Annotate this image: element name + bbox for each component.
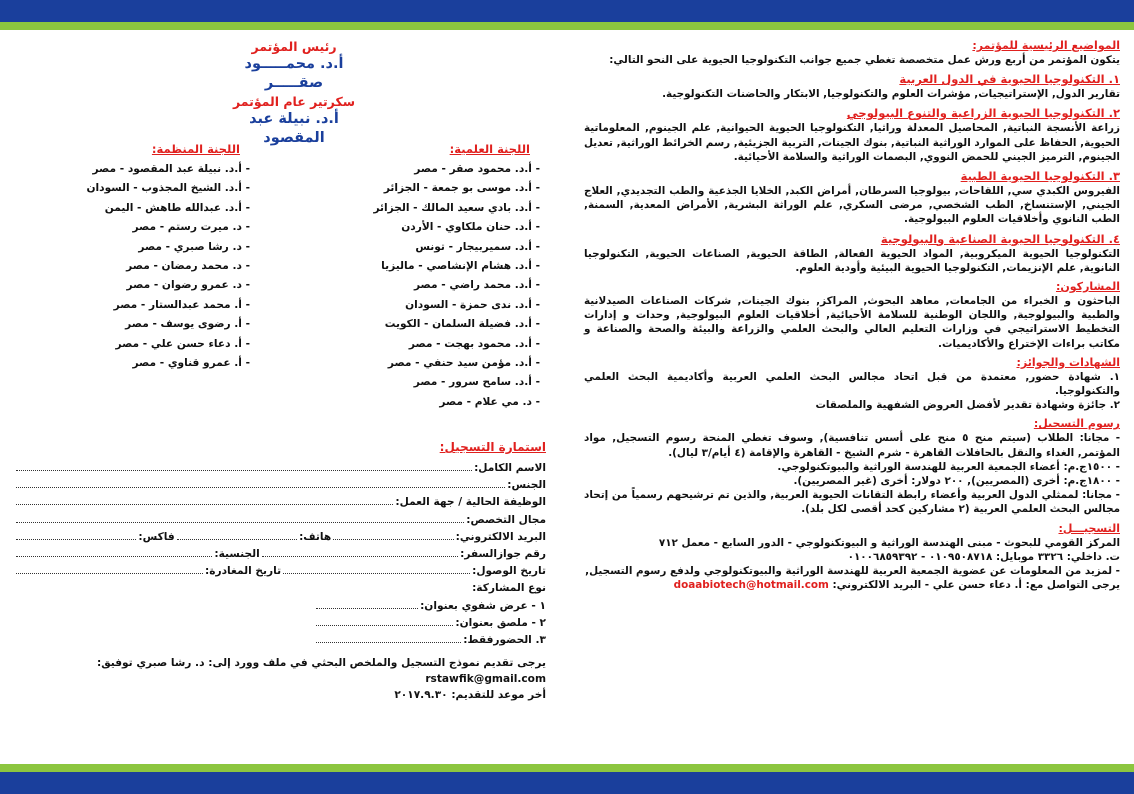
organizing-committee-title: اللجنة المنظمة: bbox=[151, 142, 240, 156]
participants-body: الباحثون و الخبراء من الجامعات, معاهد البحوث, المراكز, بنوك الجينات, شركات الصناعات الصيدلانية والطبية والبيولوجية, واللجان الوطنية للسلامة الأحيائية, أخلاقيات العلوم البيولوجية, وحدات و إدارات التخطيط الاستراتيجي في وزارات التعليم العالي والبحث العلمي والزراعة والبيئة والصحة والصناعة و مكاتب براءات الإختراع والأكاديميات. bbox=[584, 295, 1120, 350]
topic-2-title: ٢. التكنولوجيا الحيوية الزراعية والتنوع البيولوجي bbox=[846, 106, 1120, 121]
job-label: الوظيفة الحالية / جهة العمل: bbox=[395, 496, 546, 509]
organizing-member: - أ. عمرو قناوي - مصر bbox=[132, 357, 250, 370]
registration-contact-label: يرجى التواصل مع: أ. دعاء حسن علي - البريد الالكتروني: bbox=[832, 579, 1120, 592]
topic-4-title: ٤. التكنولوجيا الحيوية الصناعية والبيولوجية bbox=[880, 231, 1120, 246]
scientific-member: - أ.د. مؤمن سيد حنفي - مصر bbox=[387, 357, 540, 370]
departure-field[interactable] bbox=[16, 563, 203, 574]
oral-label: ١ - عرض شفوي بعنوان: bbox=[420, 599, 546, 612]
scientific-member: - أ.د. ندى حمزة - السودان bbox=[405, 298, 540, 311]
registration-heading: التسجيـــل: bbox=[1058, 521, 1120, 535]
form-row-gender bbox=[14, 477, 546, 494]
submission-note bbox=[14, 655, 546, 687]
form-row-name bbox=[14, 460, 546, 477]
submission-note-text: يرجى تقديم نموذج التسجيل والملخص البحثي في ملف وورد إلى: د. رشا صبري توفيق: bbox=[96, 657, 546, 670]
secretary-name: أ.د. نبيلة عبد المقصود bbox=[249, 111, 339, 146]
fees-heading: رسوم التسجيل: bbox=[1033, 417, 1120, 431]
scientific-committee bbox=[320, 141, 550, 412]
topic-1-body: تقارير الدول, الإستراتيجيات, مؤشرات العلوم والتكنولوجيا, الابتكار والحاضنات التكنولوجية. bbox=[662, 88, 1120, 101]
gender-field[interactable] bbox=[16, 477, 505, 488]
attend-only-field[interactable] bbox=[316, 632, 461, 643]
full-name-label: الاسم الكامل: bbox=[474, 462, 546, 474]
scientific-member: - أ.د. فضيلة السلمان - الكويت bbox=[384, 318, 540, 331]
organizing-committee bbox=[30, 141, 260, 373]
organizing-member: - أ.د. الشيخ المجذوب - السودان bbox=[86, 182, 250, 195]
topic-3-body: الفيروس الكبدي سي, اللقاحات, بيولوجيا السرطان, أمراض الكبد, الخلايا الجذعية والطب التجديدي, العلاج الجيني, الإستنساخ, الطب الشخصي, مرضى السكري, علم الوراثة البشرية, الأمراض المعدية, السمنة, الطب النانوي وأخلاقيات العلوم البيولوجية. bbox=[584, 185, 1120, 226]
scientific-committee-title: اللجنة العلمية: bbox=[449, 142, 530, 156]
form-row-oral bbox=[314, 598, 546, 615]
registration-form bbox=[14, 438, 550, 703]
organizing-member: - أ.د. نبيلة عبد المقصود - مصر bbox=[92, 163, 250, 175]
topics-heading: المواضيع الرئيسية للمؤتمر: bbox=[972, 39, 1120, 52]
form-row-dates bbox=[14, 563, 546, 580]
committees-form-panel bbox=[14, 38, 550, 760]
gender-label: الجنس: bbox=[507, 479, 546, 492]
fee-students: - مجانا: الطلاب (سيتم منح ٥ منح على أسس تنافسية), وسوف تغطي المنحة رسوم التسجيل, مواد المؤتمر, الغداء والنقل بالحافلات القاهرة - شرم الشيخ - القاهرة والإقامة (٤ أيام/٣ ليال). bbox=[584, 432, 1121, 459]
form-row-poster bbox=[314, 615, 546, 632]
passport-field[interactable] bbox=[262, 546, 458, 557]
president-name: أ.د. محمـــــود صقـــــر bbox=[244, 56, 344, 91]
bottom-green-band bbox=[0, 764, 1134, 772]
organizing-member: - د. رشا صبري - مصر bbox=[138, 240, 250, 253]
scientific-member: - أ.د. محمد راضي - مصر bbox=[413, 279, 540, 292]
scientific-member: - أ.د. محمود صقر - مصر bbox=[414, 163, 540, 175]
departure-label: تاريخ المغادرة: bbox=[205, 565, 282, 578]
organizing-member: - أ.د. عبدالله طاهش - اليمن bbox=[104, 201, 250, 214]
submission-deadline: أخر موعد للتقديم: ٢٠١٧.٩.٣٠ bbox=[394, 689, 546, 702]
topic-4-body: التكنولوجيا الحيوية الميكروبية, المواد الحيوية الفعالة, الطاقة الحيوية, الصناعات الحيوية, التكنولوجيا النانوية, علم الإنزيمات, التكنولوجيا الحيوية البيئية وأودية العلوم. bbox=[584, 247, 1120, 274]
top-blue-band bbox=[0, 0, 1134, 22]
conference-info-panel bbox=[584, 38, 1120, 760]
job-field[interactable] bbox=[16, 494, 393, 505]
scientific-member: - أ.د. بادي سعيد المالك - الجزائر bbox=[373, 201, 540, 214]
form-row-field bbox=[14, 512, 546, 529]
form-row-contact bbox=[14, 529, 546, 546]
fee-others: - ١٨٠٠ج.م: أخرى (المصريين), ٢٠٠ دولار: أخرى (غير المصريين). bbox=[793, 475, 1120, 488]
scientific-member: - أ.د. سامح سرور - مصر bbox=[413, 376, 540, 389]
topic-1-title: ١. التكنولوجيا الحيوية في الدول العربية bbox=[899, 72, 1120, 87]
top-green-band bbox=[0, 22, 1134, 30]
scientific-member: - د. مي علام - مصر bbox=[439, 395, 540, 408]
bottom-blue-band bbox=[0, 772, 1134, 794]
organizing-member: - د. ميرت رستم - مصر bbox=[132, 221, 250, 234]
registration-address: المركز القومي للبحوث - مبنى الهندسة الوراثية و البيوتكنولوجي - الدور السابع - معمل ٧١٢ bbox=[658, 536, 1120, 549]
submission-email-link[interactable]: rstawfik@gmail.com bbox=[425, 673, 546, 686]
conference-leaders bbox=[224, 38, 364, 148]
certificates-heading: الشهادات والجوائز: bbox=[1016, 355, 1120, 369]
arrival-label: تاريخ الوصول: bbox=[472, 565, 546, 578]
registration-form-title: استمارة التسجيل: bbox=[439, 440, 546, 454]
scientific-member: - أ.د. محمود بهجت - مصر bbox=[408, 337, 540, 350]
passport-label: رقم جوازالسفر: bbox=[460, 548, 546, 561]
phone-label: هاتف: bbox=[299, 530, 332, 543]
arrival-field[interactable] bbox=[283, 563, 470, 574]
poster-title-field[interactable] bbox=[316, 615, 453, 626]
secretary-role: سكرتير عام المؤتمر bbox=[232, 94, 356, 109]
organizing-member: - أ. محمد عبدالستار - مصر bbox=[113, 298, 250, 311]
nationality-field[interactable] bbox=[16, 546, 212, 557]
email-field[interactable] bbox=[333, 529, 453, 540]
registration-phone: ت. داخلي: ٣٣٢٦ موبايل: ٠١٠٩٥٠٨٧١٨ - ٠١٠٠٦٨٥٩٣٩٢ bbox=[847, 550, 1120, 563]
email-label: البريد الالكتروني: bbox=[455, 530, 546, 543]
topics-intro: يتكون المؤتمر من أربع ورش عمل متخصصة تغطي جميع جوانب التكنولوجيا الحيوية على النحو التالي: bbox=[609, 54, 1120, 66]
attend-only-label: ٣. الحضورفقط: bbox=[463, 634, 546, 647]
fee-representatives: - مجانا: لممثلي الدول العربية وأعضاء رابطة التقانات الحيوية العربية, والذين تم ترشيحهم رسمياً من إتحاد مجالس البحث العلمي العربية (٢ مشاركين كحد أقصى لكل بلد). bbox=[584, 489, 1120, 516]
fee-members: - ١٥٠٠ج.م: أعضاء الجمعية العربية للهندسة الوراثية والبيوتكنولوجي. bbox=[777, 460, 1120, 473]
president-role: رئيس المؤتمر bbox=[251, 39, 337, 54]
participation-type-label: نوع المشاركة: bbox=[472, 582, 546, 595]
nationality-label: الجنسية: bbox=[214, 548, 260, 561]
scientific-member: - أ.د. موسى بو جمعة - الجزائر bbox=[383, 182, 540, 195]
scientific-committee-list bbox=[320, 160, 550, 412]
form-row-type bbox=[14, 580, 546, 597]
registration-email-link[interactable]: doaabiotech@hotmail.com bbox=[673, 579, 829, 592]
specialty-field[interactable] bbox=[16, 512, 464, 523]
registration-contact bbox=[584, 578, 1120, 592]
form-row-attend bbox=[314, 632, 546, 649]
scientific-member: - أ.د. حنان ملكاوي - الأردن bbox=[401, 221, 540, 234]
registration-more-info: - لمزيد من المعلومات عن عضوية الجمعية العربية للهندسة الوراثية والبيوتكنولوجي ولدفع رسوم التسجيل, bbox=[585, 565, 1120, 578]
specialty-label: مجال التخصص: bbox=[466, 513, 546, 526]
participants-heading: المشاركون: bbox=[1055, 280, 1120, 294]
topic-3-title: ٣. التكنولوجيا الحيوية الطبية bbox=[960, 169, 1120, 184]
certificate-2: ٢. جائزة وشهادة تقدير لأفضل العروض الشفهية والملصقات bbox=[815, 399, 1120, 412]
fax-label: فاكس: bbox=[138, 530, 175, 543]
organizing-member: - د. عمرو رضوان - مصر bbox=[126, 279, 250, 292]
organizing-member: - أ. رضوى يوسف - مصر bbox=[125, 318, 250, 331]
phone-field[interactable] bbox=[177, 529, 297, 540]
form-row-passport bbox=[14, 546, 546, 563]
oral-title-field[interactable] bbox=[316, 598, 418, 609]
fax-field[interactable] bbox=[16, 529, 136, 540]
organizing-committee-list bbox=[30, 160, 260, 373]
scientific-member: - أ.د. سميربيجار - تونس bbox=[415, 240, 540, 253]
topic-2-body: زراعة الأنسجة النباتية, المحاصيل المعدلة وراثيا, التكنولوجيا الحيوية الحيوانية, علم الجينوم, المعلوماتية الحيوية, الحفاظ على الموارد الوراثية النباتية, بنوك الجينات, التربية الجزيئية, رسم الخرائط الوراثية, تعديل الجينوم, الترميز الجيني للحمض النووي, البصمات الوراثية والسلامة الأحيائية. bbox=[584, 122, 1120, 163]
organizing-member: - د. محمد رمضان - مصر bbox=[126, 260, 250, 273]
poster-label: ٢ - ملصق بعنوان: bbox=[455, 616, 546, 629]
form-row-job bbox=[14, 494, 546, 511]
full-name-field[interactable] bbox=[16, 460, 472, 471]
scientific-member: - أ.د. هشام الإنشاصي - ماليزيا bbox=[381, 260, 540, 273]
organizing-member: - أ. دعاء حسن علي - مصر bbox=[115, 337, 250, 350]
certificate-1: ١. شهادة حضور, معتمدة من قبل اتحاد مجالس البحث العلمي العربية وأكاديمية البحث العلمي والتكنولوجيا. bbox=[584, 370, 1120, 398]
